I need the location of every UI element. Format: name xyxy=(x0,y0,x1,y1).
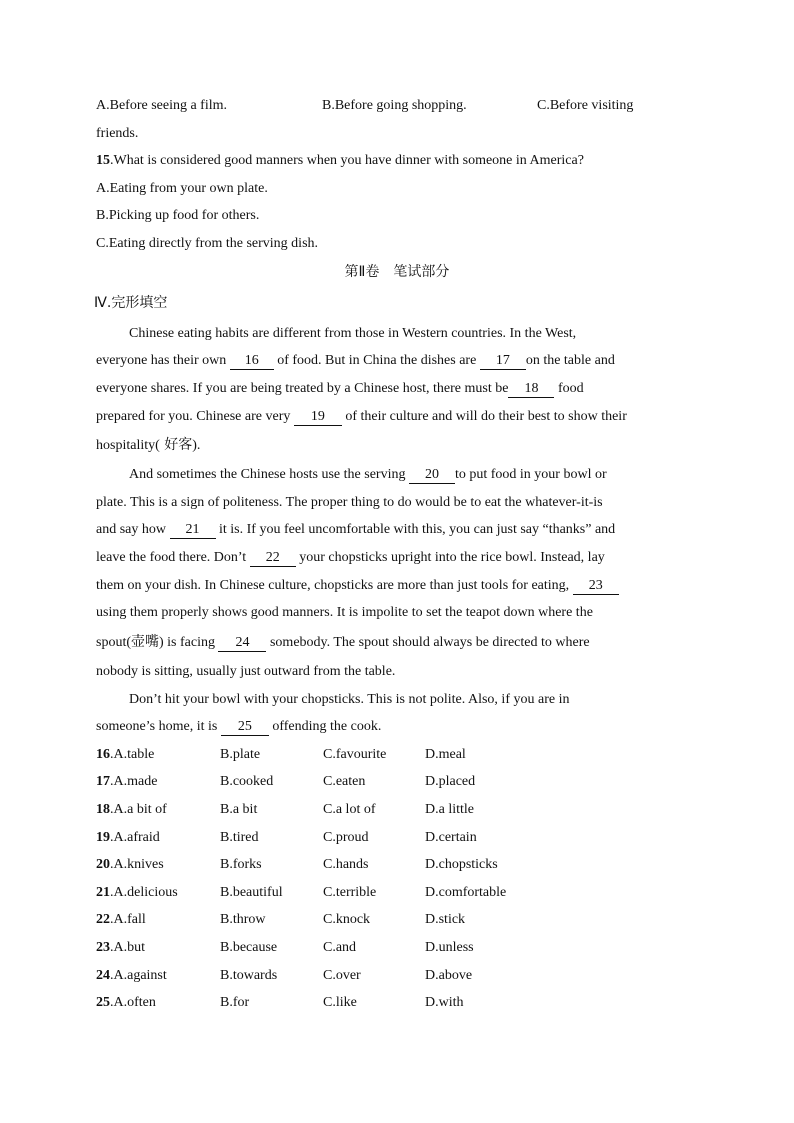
choice-25-a[interactable] xyxy=(96,994,156,1012)
blank-23[interactable]: 23 xyxy=(573,578,619,595)
blank-17[interactable]: 17 xyxy=(480,353,526,370)
passage-line: Don’t hit your bowl with your chopsticks. This is not polite. Also, if you are in xyxy=(129,692,570,707)
q14-option-a: A.Before seeing a film. xyxy=(96,98,228,113)
passage-line: everyone has their own 16 of food. But in China the dishes are 17 on the table and xyxy=(96,353,615,368)
choice-20-c[interactable]: C.hands xyxy=(323,857,369,872)
passage-line: And sometimes the Chinese hosts use the serving 20 to put food in your bowl or xyxy=(129,467,607,482)
choice-text: .A.table xyxy=(110,747,155,762)
choice-text: .A.fall xyxy=(110,912,146,927)
choice-16-b[interactable]: B.plate xyxy=(220,747,261,762)
choice-24-b[interactable]: B.towards xyxy=(220,968,278,983)
choice-text: .A.a bit of xyxy=(110,802,167,817)
passage-line: leave the food there. Don’t 22 your chopsticks upright into the rice bowl. Instead, lay xyxy=(96,550,605,565)
choice-18-a[interactable] xyxy=(96,801,167,819)
choice-number: 18 xyxy=(96,802,110,817)
passage-line: and say how 21 it is. If you feel uncomfortable with this, you can just say “thanks” and xyxy=(96,522,616,537)
choice-text: .A.often xyxy=(110,995,156,1010)
q14-option-c: C.Before visiting xyxy=(537,98,634,113)
choice-23-d[interactable]: D.unless xyxy=(425,940,474,955)
choice-21-a[interactable] xyxy=(96,884,178,902)
q15-option-b: B.Picking up food for others. xyxy=(96,208,260,223)
q14-option-c-continued: friends. xyxy=(96,126,139,141)
choice-21-b[interactable]: B.beautiful xyxy=(220,885,283,900)
choice-24-a[interactable] xyxy=(96,967,167,985)
choice-17-a[interactable] xyxy=(96,773,157,791)
choice-19-c[interactable]: C.proud xyxy=(323,830,369,845)
choice-18-b[interactable]: B.a bit xyxy=(220,802,258,817)
choice-21-d[interactable]: D.comfortable xyxy=(425,885,507,900)
choice-number: 21 xyxy=(96,885,110,900)
choice-18-d[interactable]: D.a little xyxy=(425,802,474,817)
choice-25-c[interactable]: C.like xyxy=(323,995,357,1010)
passage-line: spout(壶嘴) is facing 24 somebody. The spout should always be directed to where xyxy=(96,634,590,650)
passage-line: nobody is sitting, usually just outward from the table. xyxy=(96,664,396,679)
choice-17-c[interactable]: C.eaten xyxy=(323,774,366,789)
choice-22-d[interactable]: D.stick xyxy=(425,912,466,927)
question-number: 15 xyxy=(96,153,110,168)
choice-25-b[interactable]: B.for xyxy=(220,995,250,1010)
choice-number: 24 xyxy=(96,968,110,983)
question-text: .What is considered good manners when you have dinner with someone in America? xyxy=(110,153,584,168)
passage-line: them on your dish. In Chinese culture, chopsticks are more than just tools for eating, 23 xyxy=(96,577,619,595)
part-heading: 第Ⅱ卷 笔试部分 xyxy=(344,264,450,280)
choice-text: .A.but xyxy=(110,940,145,955)
blank-24[interactable]: 24 xyxy=(218,635,266,652)
passage-line: everyone shares. If you are being treated by a Chinese host, there must be 18 food xyxy=(96,381,584,396)
choice-22-b[interactable]: B.throw xyxy=(220,912,266,927)
choice-text: .A.delicious xyxy=(110,885,178,900)
choice-17-d[interactable]: D.placed xyxy=(425,774,476,789)
blank-20[interactable]: 20 xyxy=(409,467,455,484)
choice-16-a[interactable] xyxy=(96,746,154,764)
passage-line: Chinese eating habits are different from those in Western countries. In the West, xyxy=(129,326,577,341)
choice-18-c[interactable]: C.a lot of xyxy=(323,802,376,817)
choice-23-c[interactable]: C.and xyxy=(323,940,357,955)
blank-16[interactable]: 16 xyxy=(230,353,274,370)
passage-line: prepared for you. Chinese are very 19 of their culture and will do their best to show their xyxy=(96,409,627,424)
choice-text: .A.knives xyxy=(110,857,164,872)
choice-20-b[interactable]: B.forks xyxy=(220,857,262,872)
choice-text: .A.made xyxy=(110,774,158,789)
q14-option-b: B.Before going shopping. xyxy=(322,98,467,113)
choice-number: 22 xyxy=(96,912,110,927)
q15-option-a: A.Eating from your own plate. xyxy=(96,181,268,196)
choice-number: 20 xyxy=(96,857,110,872)
choice-22-c[interactable]: C.knock xyxy=(323,912,371,927)
choice-number: 17 xyxy=(96,774,110,789)
choice-22-a[interactable] xyxy=(96,911,146,929)
choice-17-b[interactable]: B.cooked xyxy=(220,774,274,789)
choice-19-a[interactable] xyxy=(96,829,160,847)
choice-24-d[interactable]: D.above xyxy=(425,968,473,983)
choice-number: 25 xyxy=(96,995,110,1010)
blank-18[interactable]: 18 xyxy=(508,381,554,398)
choice-24-c[interactable]: C.over xyxy=(323,968,361,983)
q15-question xyxy=(96,152,584,170)
passage-line: someone’s home, it is 25 offending the cook. xyxy=(96,719,382,734)
q15-option-c: C.Eating directly from the serving dish. xyxy=(96,236,319,251)
choice-text: .A.against xyxy=(110,968,167,983)
choice-text: .A.afraid xyxy=(110,830,160,845)
choice-25-d[interactable]: D.with xyxy=(425,995,464,1010)
choice-23-a[interactable] xyxy=(96,939,145,957)
choice-20-d[interactable]: D.chopsticks xyxy=(425,857,498,872)
choice-number: 16 xyxy=(96,747,110,762)
choice-number: 19 xyxy=(96,830,110,845)
section-title: Ⅳ.完形填空 xyxy=(94,295,168,311)
choice-19-d[interactable]: D.certain xyxy=(425,830,477,845)
passage-line: hospitality( 好客). xyxy=(96,437,201,453)
blank-25[interactable]: 25 xyxy=(221,719,269,736)
blank-22[interactable]: 22 xyxy=(250,550,296,567)
choice-20-a[interactable] xyxy=(96,856,164,874)
choice-19-b[interactable]: B.tired xyxy=(220,830,259,845)
passage-line: using them properly shows good manners. It is impolite to set the teapot down where the xyxy=(96,605,593,620)
choice-16-c[interactable]: C.favourite xyxy=(323,747,387,762)
blank-19[interactable]: 19 xyxy=(294,409,342,426)
passage-line: plate. This is a sign of politeness. The proper thing to do would be to eat the whatever-it-is xyxy=(96,495,603,510)
choice-23-b[interactable]: B.because xyxy=(220,940,278,955)
choice-16-d[interactable]: D.meal xyxy=(425,747,466,762)
blank-21[interactable]: 21 xyxy=(170,522,216,539)
choice-number: 23 xyxy=(96,940,110,955)
choice-21-c[interactable]: C.terrible xyxy=(323,885,377,900)
